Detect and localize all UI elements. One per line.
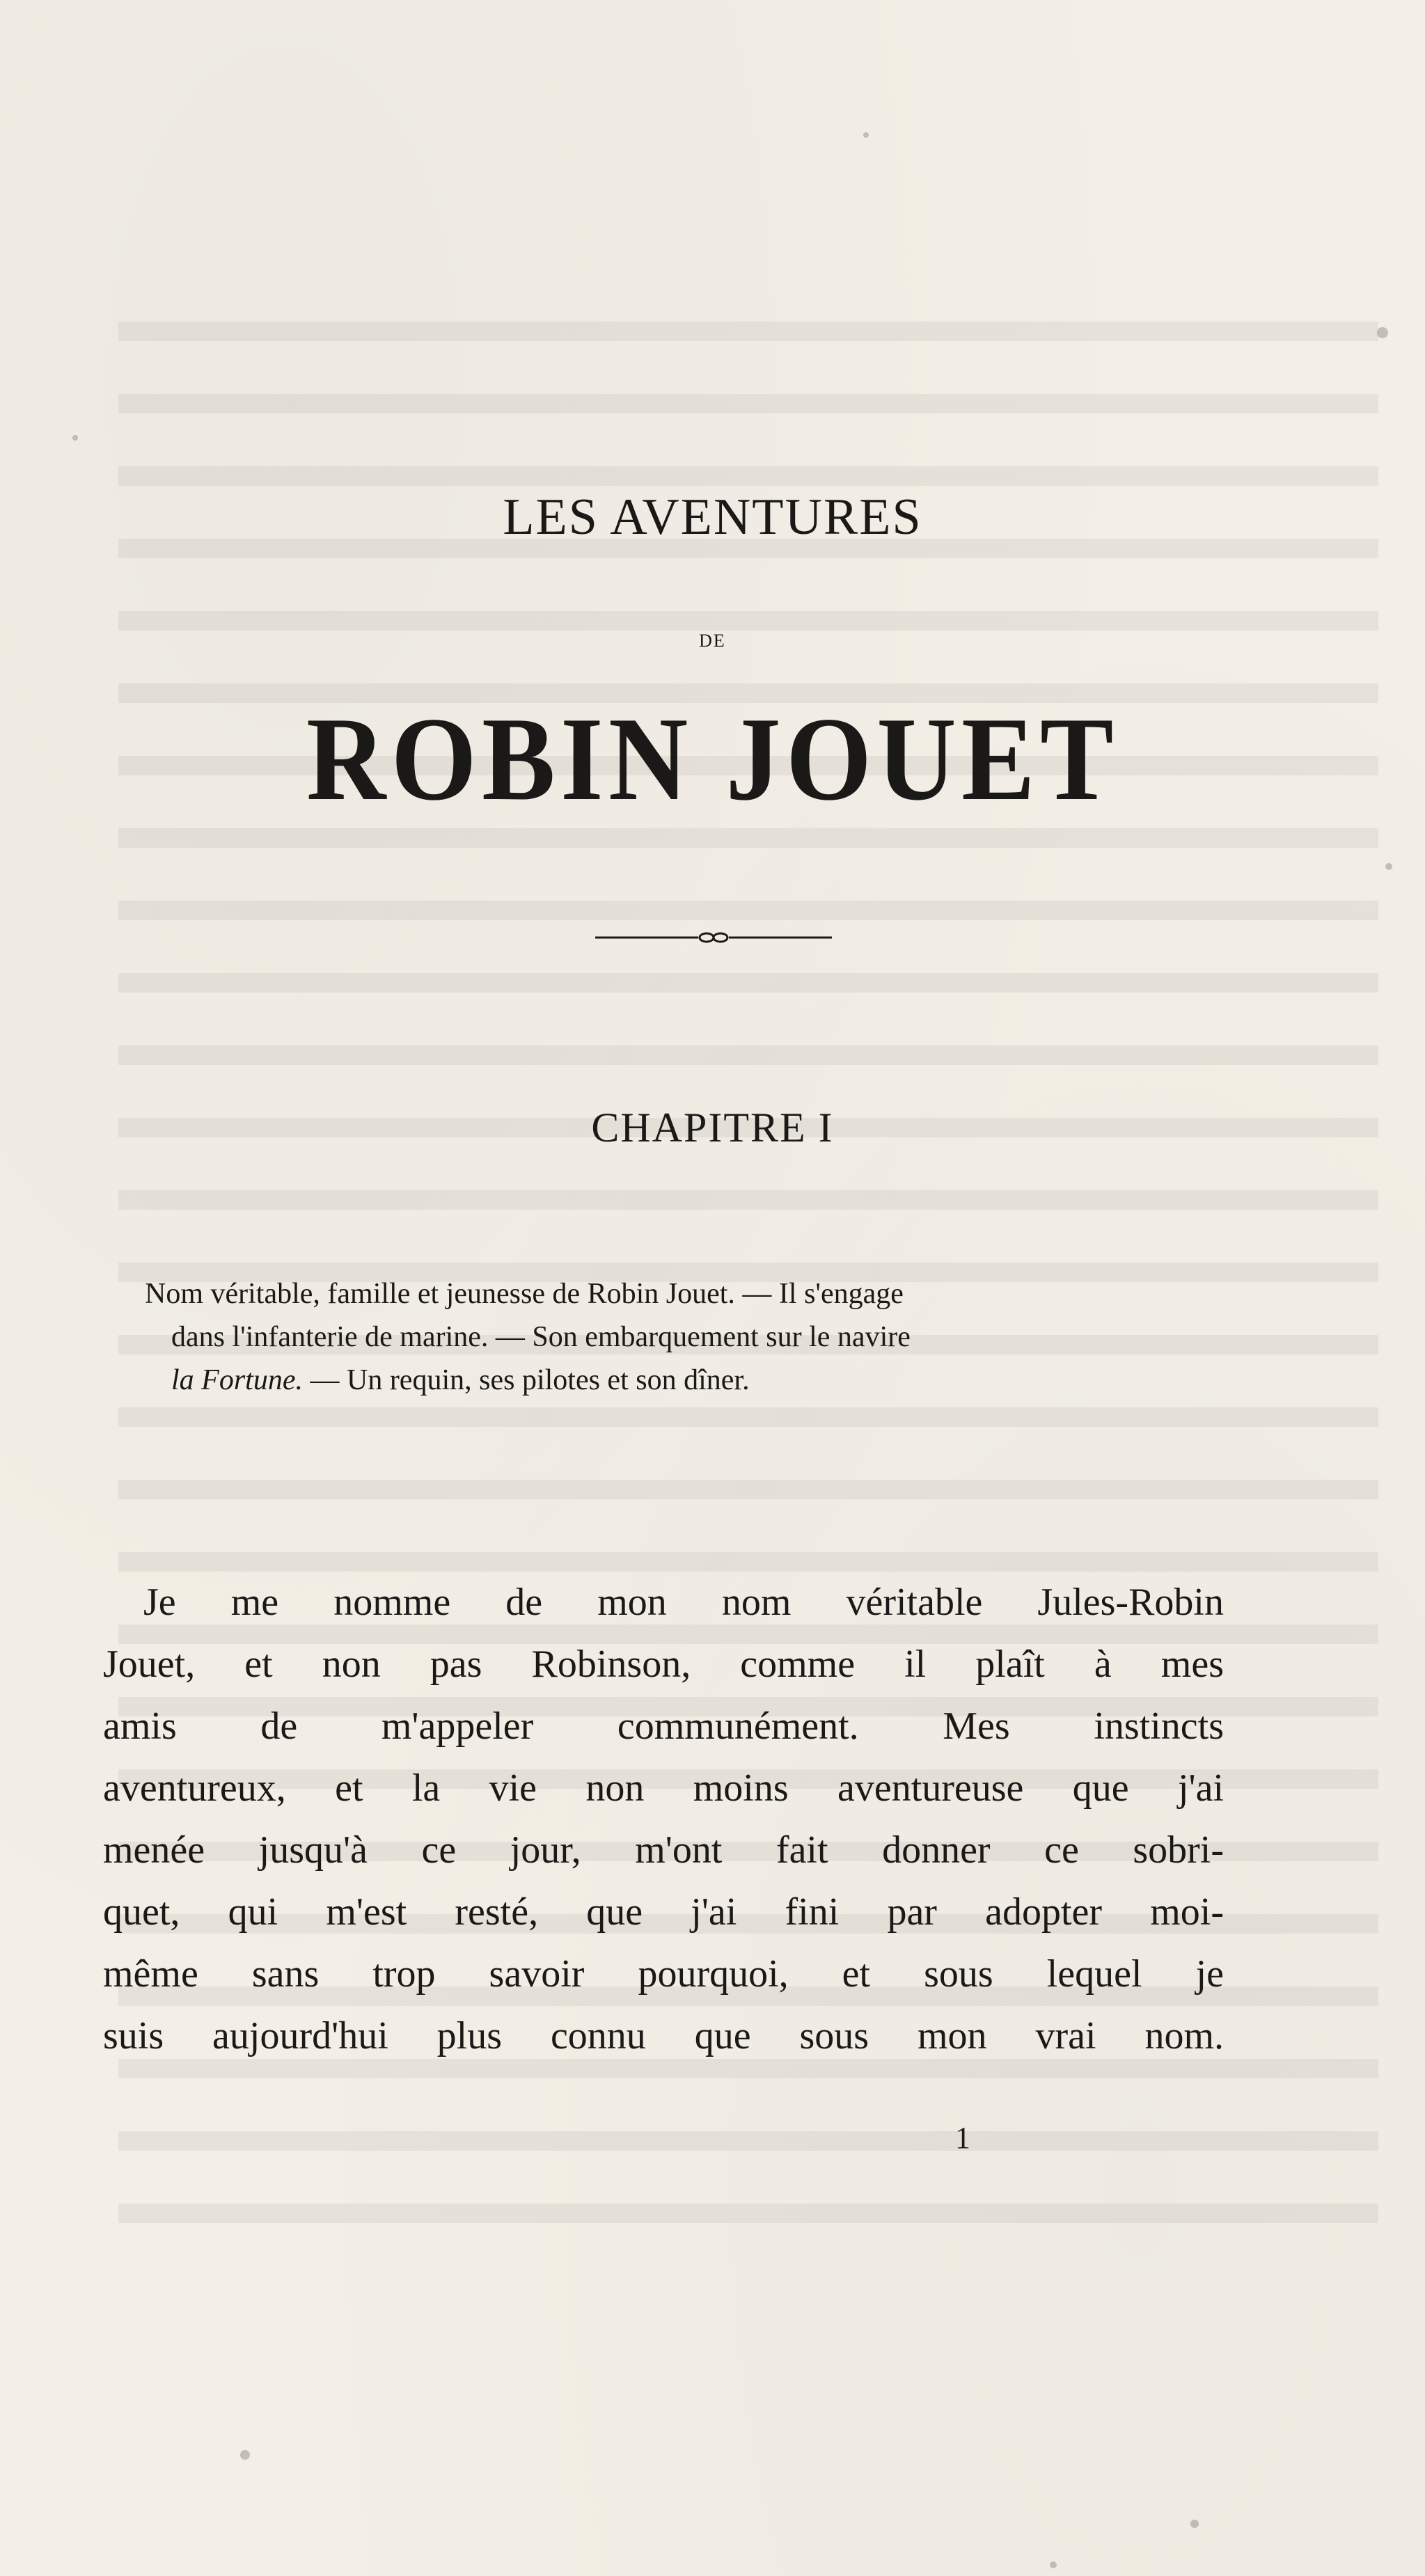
body-line: Je me nomme de mon nom véritable Jules-Robin <box>143 1581 1224 1624</box>
page-number: 1 <box>955 2121 970 2155</box>
summary-line <box>145 1359 1182 1402</box>
rule-ornament-icon <box>595 929 832 946</box>
ship-name: la Fortune. <box>171 1364 303 1396</box>
body-line: aventureux, et la vie non moins aventureuse que j'ai <box>103 1767 1224 1810</box>
body-line: menée jusqu'à ce jour, m'ont fait donner ce sobri- <box>103 1828 1224 1872</box>
paper-speck <box>1377 327 1388 338</box>
summary-line: dans l'infanterie de marine. — Son embarquement sur le navire <box>171 1321 911 1353</box>
paper-speck <box>240 2450 250 2460</box>
paper-speck <box>1050 2561 1057 2568</box>
body-line: suis aujourd'hui plus connu que sous mon vrai nom. <box>103 2014 1224 2057</box>
paper-speck <box>1385 863 1392 870</box>
body-line: amis de m'appeler communément. Mes instincts <box>103 1705 1224 1748</box>
paper-speck <box>863 132 869 138</box>
chapter-summary <box>145 1272 1182 1402</box>
title-line-1: LES AVENTURES <box>503 489 922 546</box>
body-line: même sans trop savoir pourquoi, et sous lequel je <box>103 1952 1224 1996</box>
paper-speck <box>72 435 78 441</box>
body-paragraph <box>103 1572 1224 2067</box>
chapter-heading: CHAPITRE I <box>591 1105 834 1151</box>
body-line: Jouet, et non pas Robinson, comme il plaît à mes <box>103 1643 1224 1686</box>
paper-speck <box>1190 2520 1199 2528</box>
body-line: quet, qui m'est resté, que j'ai fini par adopter moi- <box>103 1890 1224 1934</box>
summary-line-rest: — Un requin, ses pilotes et son dîner. <box>302 1364 750 1396</box>
title-main: ROBIN JOUET <box>306 693 1119 825</box>
title-connector: DE <box>699 631 726 651</box>
summary-line: Nom véritable, famille et jeunesse de Robin Jouet. — Il s'engage <box>145 1278 904 1310</box>
